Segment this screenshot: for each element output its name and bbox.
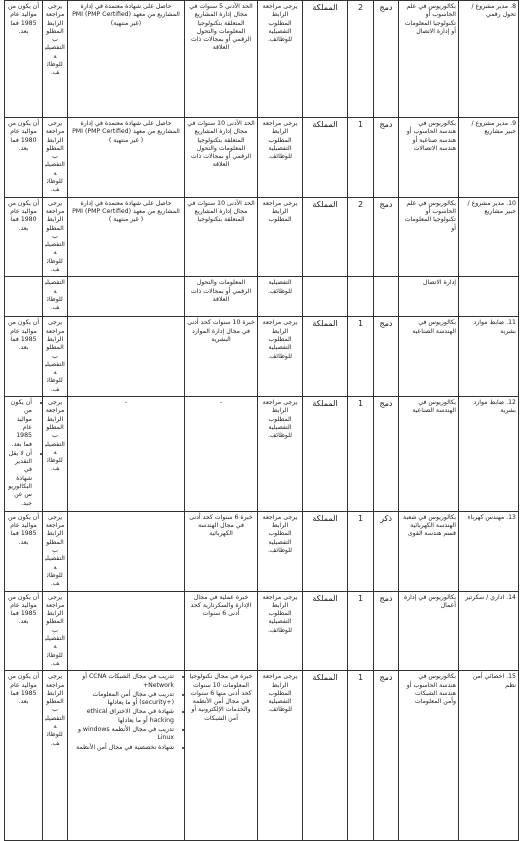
employer-cell: المملكة <box>303 511 348 591</box>
notes-cell <box>5 277 43 317</box>
table-row <box>5 277 519 317</box>
qualification-cell: بكالوريوس في علم الحاسوب أو تكنولوجيا المعلومات أو إدارة الاتصال <box>399 1 459 118</box>
table-row <box>5 511 519 591</box>
notes-cell <box>5 397 43 512</box>
table-row <box>5 591 519 671</box>
certificates-cell <box>68 277 185 317</box>
job-title-cell: 9. مدير مشروع / خبير مشاريع <box>459 118 519 198</box>
qualification-cell: بكالوريوس في إدارة أعمال <box>399 591 459 671</box>
qualification-cell: بكالوريوس في علم الحاسوب أو تكنولوجيا المعلومات أو <box>399 197 459 277</box>
employment-type-cell: دمج <box>374 317 399 397</box>
table-row <box>5 317 519 397</box>
tasks-cell: يرجى مراجعة الرابط المطلوب التفصيلية للوظائف. <box>43 1 68 118</box>
tasks-cell: يرجى مراجعة الرابط المطلوب التفصيلية للوظائف. <box>43 511 68 591</box>
employment-type-cell: دمج <box>374 197 399 277</box>
list-item: • شهادة تخصصية في مجال أمن الأنظمة <box>70 744 174 752</box>
skills-cell: يرجى مراجعة الرابط المطلوب التفصيلية للوظائف. <box>258 118 303 198</box>
job-title-cell: 8. مدير مشروع / تحول رقمي <box>459 1 519 118</box>
certificates-cell <box>68 671 185 841</box>
list-item: • تدريب في مجال أمن المعلومات (+security) أو ما يعادلها <box>70 691 174 708</box>
employer-cell: المملكة <box>303 317 348 397</box>
vacancy-count-cell: 1 <box>348 118 374 198</box>
employer-cell <box>303 277 348 317</box>
tasks-cell: يرجى مراجعة الرابط المطلوب التفصيلية للوظائف. <box>43 671 68 841</box>
certificates-cell: حاصل على شهادة معتمدة في إدارة المشاريع من معهد PMI (PMP Certified) ( غير منتهية ) <box>68 118 185 198</box>
skills-cell: يرجى مراجعة الرابط المطلوب <box>258 197 303 277</box>
qualification-cell: بكالوريوس في هندسة الحاسوب أو هندسة صناعية أو هندسة الاتصالات <box>399 118 459 198</box>
experience-cell: خبرة 6 سنوات كحد أدنى في مجال الهندسة الكهربائية <box>185 511 258 591</box>
employer-cell: المملكة <box>303 118 348 198</box>
job-title-cell: 15. اخصائي أمن نظم <box>459 671 519 841</box>
job-title-cell: 12. ضابط موارد بشرية <box>459 397 519 512</box>
skills-cell: يرجى مراجعة الرابط المطلوب التفصيلية للوظائف. <box>258 1 303 118</box>
certificates-cell <box>68 591 185 671</box>
vacancy-count-cell: 2 <box>348 197 374 277</box>
experience-cell: خبرة عملية في مجال الإدارة والسكرتارية كحد أدنى 6 سنوات <box>185 591 258 671</box>
tasks-cell: يرجى مراجعة الرابط المطلوب التفصيلية للوظائف. <box>43 397 68 512</box>
notes-cell: أن يكون من مواليد عام 1980 فما بعد. <box>5 197 43 277</box>
vacancy-count-cell: 1 <box>348 317 374 397</box>
experience-cell: الحد الأدنى 10 سنوات في مجال إدارة المشاريع المتعلقة بتكنولوجيا المعلومات والتحول الرقمي أو بمجالات ذات العلاقة <box>185 118 258 198</box>
vacancy-count-cell: 2 <box>348 1 374 118</box>
job-title-cell: 11. ضابط موارد بشرية <box>459 317 519 397</box>
experience-cell: خبرة في مجال تكنولوجيا المعلومات 10 سنوات كحد أدنى منها 6 سنوات في مجال أمن الأنظمة والخدمات الإلكترونية أو أمن الشبكات <box>185 671 258 841</box>
experience-cell: خبرة 10 سنوات كحد أدنى في مجال إدارة الموارد البشرية <box>185 317 258 397</box>
list-item: • أن لا يقل التقدير في شهادة البكالوريوس عن جيد. <box>7 450 32 508</box>
tasks-cell: يرجى مراجعة الرابط المطلوب التفصيلية للوظائف. <box>43 591 68 671</box>
experience-cell: الحد الأدنى 5 سنوات في مجال إدارة المشاريع المتعلقة بتكنولوجيا المعلومات والتحول الرقمي أو بمجالات ذات العلاقة <box>185 1 258 118</box>
tasks-cell: يرجى مراجعة الرابط المطلوب التفصيلية للوظائف. <box>43 317 68 397</box>
vacancy-count-cell: 1 <box>348 397 374 512</box>
notes-cell: أن يكون من مواليد عام 1985 فما بعد. <box>5 1 43 118</box>
list-item: • تدريب في مجال الأنظمة windows و Linux <box>70 726 174 743</box>
employment-type-cell <box>374 277 399 317</box>
experience-cell: الحد الأدنى 10 سنوات في مجال إدارة المشاريع المتعلقة بتكنولوجيا <box>185 197 258 277</box>
list-item: • شهادة في مجال الاختراق ethical hacking أو ما يعادلها <box>70 708 174 725</box>
employment-type-cell: دمج <box>374 671 399 841</box>
notes-cell: أن يكون من مواليد عام 1985 فما بعد. <box>5 317 43 397</box>
job-title-cell: 10. مدير مشروع / خبير مشاريع <box>459 197 519 277</box>
qualification-cell: بكالوريوس في شعبة الهندسة الكهربائية قسم هندسة القوى <box>399 511 459 591</box>
job-title-cell: 13. مهندس كهرباء <box>459 511 519 591</box>
vacancy-count-cell <box>348 277 374 317</box>
certificates-cell: حاصل على شهادة معتمدة في إدارة المشاريع من معهد PMI (PMP Certified) (غير منتهية) <box>68 1 185 118</box>
employment-type-cell: دمج <box>374 1 399 118</box>
qualification-cell: بكالوريوس في الهندسة الصناعية <box>399 397 459 512</box>
table-row <box>5 1 519 118</box>
job-title-cell <box>459 277 519 317</box>
tasks-cell: التفصيلية للوظائف. <box>43 277 68 317</box>
notes-cell: أن يكون من مواليد عام 1985 فما بعد. <box>5 671 43 841</box>
vacancy-count-cell: 1 <box>348 591 374 671</box>
employer-cell: المملكة <box>303 1 348 118</box>
skills-cell: يرجى مراجعة الرابط المطلوب التفصيلية للوظائف. <box>258 397 303 512</box>
table-row <box>5 118 519 198</box>
notes-cell: أن يكون من مواليد عام 1985 فما بعد. <box>5 591 43 671</box>
employer-cell: المملكة <box>303 397 348 512</box>
qualification-cell: بكالوريوس في الهندسة الصناعية <box>399 317 459 397</box>
table-row <box>5 671 519 841</box>
notes-cell: أن يكون من مواليد عام 1980 فما بعد. <box>5 118 43 198</box>
notes-cell: أن يكون من مواليد عام 1985 فما بعد. <box>5 511 43 591</box>
table-row <box>5 197 519 277</box>
experience-cell: المعلومات والتحول الرقمي أو بمجالات ذات العلاقة <box>185 277 258 317</box>
employment-type-cell: دمج <box>374 118 399 198</box>
skills-cell: يرجى مراجعة الرابط المطلوب التفصيلية للوظائف. <box>258 317 303 397</box>
certificates-cell <box>68 511 185 591</box>
certificates-list <box>70 673 182 752</box>
experience-cell: - <box>185 397 258 512</box>
employment-type-cell: ذكر <box>374 511 399 591</box>
vacancy-count-cell: 1 <box>348 671 374 841</box>
skills-cell: يرجى مراجعة الرابط المطلوب التفصيلية للوظائف. <box>258 511 303 591</box>
notes-list <box>7 399 40 508</box>
employer-cell: المملكة <box>303 197 348 277</box>
skills-cell: يرجى مراجعة الرابط المطلوب التفصيلية للوظائف. <box>258 671 303 841</box>
skills-cell: يرجى مراجعة الرابط المطلوب التفصيلية للوظائف. <box>258 591 303 671</box>
employment-type-cell: دمج <box>374 591 399 671</box>
certificates-cell <box>68 317 185 397</box>
employer-cell: المملكة <box>303 591 348 671</box>
tasks-cell: يرجى مراجعة الرابط المطلوب التفصيلية للوظائف. <box>43 118 68 198</box>
skills-cell: التفصيلية للوظائف. <box>258 277 303 317</box>
table-row <box>5 397 519 512</box>
list-item: • أن يكون من مواليد عام 1985 فما بعد. <box>7 399 32 449</box>
employment-type-cell: دمج <box>374 397 399 512</box>
job-title-cell: 14. اداري / سكرتير <box>459 591 519 671</box>
qualification-cell: إدارة الاتصال <box>399 277 459 317</box>
certificates-cell: حاصل على شهادة معتمدة في إدارة المشاريع من معهد PMI (PMP Certified) ( غير منتهية ) <box>68 197 185 277</box>
list-item: • تدريب في مجال الشبكات CCNA أو Network+ <box>70 673 174 690</box>
certificates-cell: - <box>68 397 185 512</box>
qualification-cell: بكالوريوس في هندسة الحاسوب أو هندسة الشبكات وأمن المعلومات <box>399 671 459 841</box>
employer-cell: المملكة <box>303 671 348 841</box>
tasks-cell: يرجى مراجعة الرابط المطلوب التفصيلية للوظائف. <box>43 197 68 277</box>
vacancy-count-cell: 1 <box>348 511 374 591</box>
jobs-table <box>4 0 519 841</box>
